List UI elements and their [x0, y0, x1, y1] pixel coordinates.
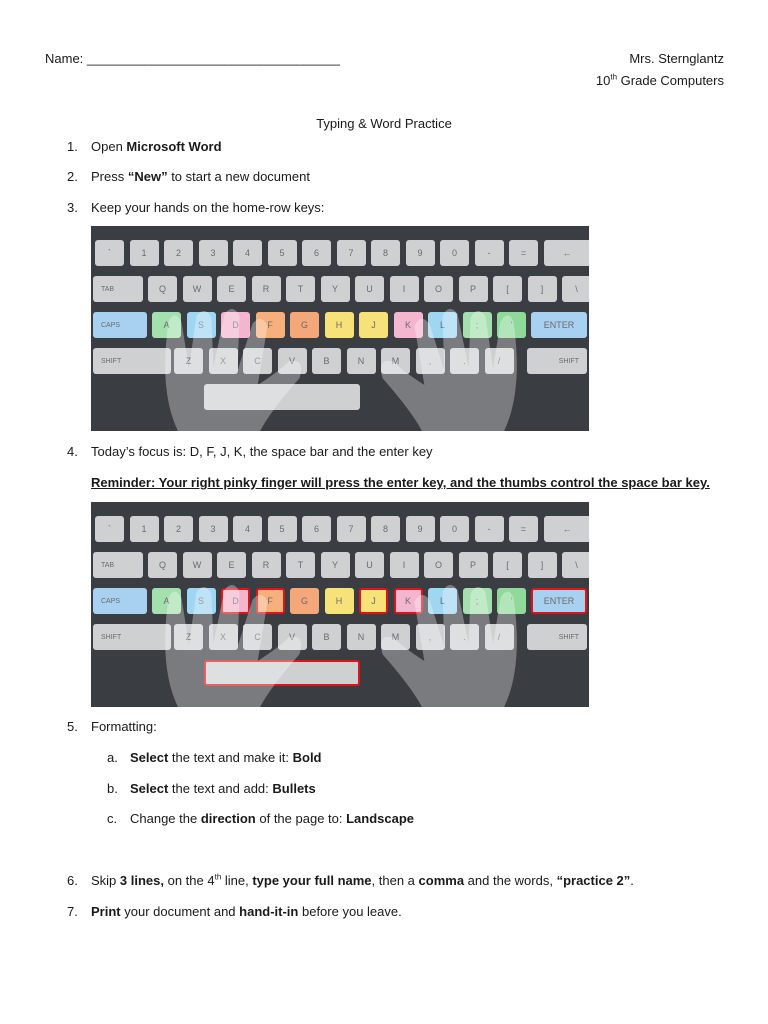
- step-2-a: Press: [91, 169, 128, 184]
- key-2-1: A: [152, 312, 181, 338]
- key-0-12: =: [509, 516, 538, 542]
- key-0-9: 9: [406, 240, 435, 266]
- grade-superscript: th: [610, 72, 618, 82]
- key-1-3: E: [217, 276, 246, 302]
- key-1-10: P: [459, 276, 488, 302]
- key-2-0: CAPS: [93, 588, 147, 614]
- key-3-5: B: [312, 348, 341, 374]
- key-1-9: O: [424, 276, 453, 302]
- step-6-c: on the 4: [163, 873, 215, 888]
- step-3-number: 3.: [67, 200, 78, 215]
- key-2-11: ': [497, 312, 526, 338]
- keyboard-image-home-row: [91, 226, 589, 431]
- format-a-2: the text and make it:: [168, 750, 293, 765]
- keyboard-image-focus-keys: [91, 502, 589, 707]
- key-0-1: 1: [130, 240, 159, 266]
- step-2-b: “New”: [127, 169, 168, 184]
- grade-number: 10: [595, 73, 611, 88]
- key-1-8: I: [390, 276, 419, 302]
- name-line[interactable]: Name: ___________________________________: [45, 51, 340, 66]
- key-3-8: ,: [416, 348, 445, 374]
- format-c-3: of the page to:: [255, 811, 347, 826]
- key-3-4: V: [278, 348, 307, 374]
- key-2-10: ;: [463, 312, 492, 338]
- step-6-f: , then a: [371, 873, 419, 888]
- key-3-2: X: [209, 624, 238, 650]
- format-a-1: Select: [130, 750, 169, 765]
- key-1-11: [: [493, 552, 522, 578]
- key-1-9: O: [424, 552, 453, 578]
- step-4-number: 4.: [67, 444, 78, 459]
- key-2-8: K: [394, 312, 423, 338]
- key-3-6: N: [347, 624, 376, 650]
- step-1-number: 1.: [67, 139, 78, 154]
- key-0-10: 0: [440, 240, 469, 266]
- key-0-6: 6: [302, 516, 331, 542]
- key-1-3: E: [217, 552, 246, 578]
- key-1-0: TAB: [93, 276, 143, 302]
- step-4-text: Today’s focus is: D, F, J, K, the space bar and the enter key: [91, 444, 433, 459]
- key-0-4: 4: [233, 240, 262, 266]
- key-1-5: T: [286, 276, 315, 302]
- key-0-11: -: [475, 516, 504, 542]
- key-1-2: W: [183, 552, 212, 578]
- step-6-e: type your full name: [252, 873, 372, 888]
- key-2-12: ENTER: [531, 312, 587, 338]
- key-3-0: SHIFT: [93, 348, 171, 374]
- key-2-2: S: [187, 588, 216, 614]
- key-3-7: M: [381, 348, 410, 374]
- key-2-3: D: [221, 588, 250, 614]
- format-c-4: Landscape: [346, 811, 415, 826]
- key-2-8: K: [394, 588, 423, 614]
- key-0-7: 7: [337, 516, 366, 542]
- space-bar: [204, 384, 360, 410]
- key-1-6: Y: [321, 552, 350, 578]
- key-0-0: `: [95, 516, 124, 542]
- teacher-name: Mrs. Sternglantz: [629, 51, 724, 66]
- format-b-1: Select: [130, 781, 169, 796]
- key-2-5: G: [290, 588, 319, 614]
- key-1-2: W: [183, 276, 212, 302]
- step-6-a: Skip: [91, 873, 120, 888]
- step-2-number: 2.: [67, 169, 78, 184]
- step-5-number: 5.: [67, 719, 78, 734]
- key-2-3: D: [221, 312, 250, 338]
- step-7-text: [91, 904, 402, 920]
- key-1-1: Q: [148, 276, 177, 302]
- key-1-5: T: [286, 552, 315, 578]
- key-3-2: X: [209, 348, 238, 374]
- key-1-7: U: [355, 552, 384, 578]
- key-2-7: J: [359, 312, 388, 338]
- key-3-0: SHIFT: [93, 624, 171, 650]
- step-7-number: 7.: [67, 904, 78, 919]
- key-0-1: 1: [130, 516, 159, 542]
- format-c-2: direction: [200, 811, 256, 826]
- key-2-5: G: [290, 312, 319, 338]
- format-a-3: Bold: [292, 750, 322, 765]
- key-1-4: R: [252, 276, 281, 302]
- step-6-h: and the words,: [464, 873, 557, 888]
- key-3-6: N: [347, 348, 376, 374]
- key-0-9: 9: [406, 516, 435, 542]
- key-1-0: TAB: [93, 552, 143, 578]
- key-2-7: J: [359, 588, 388, 614]
- key-3-10: /: [485, 624, 514, 650]
- key-3-9: .: [450, 624, 479, 650]
- key-0-8: 8: [371, 516, 400, 542]
- key-3-1: Z: [174, 624, 203, 650]
- key-3-8: ,: [416, 624, 445, 650]
- key-3-9: .: [450, 348, 479, 374]
- step-7-b: your document and: [120, 904, 240, 919]
- class-name: [596, 73, 724, 89]
- step-2-c: to start a new document: [167, 169, 310, 184]
- key-0-10: 0: [440, 516, 469, 542]
- step-6-sup: th: [214, 872, 222, 882]
- key-1-13: \: [562, 552, 589, 578]
- grade-rest: Grade Computers: [617, 73, 724, 88]
- key-1-12: ]: [528, 276, 557, 302]
- step-7-a: Print: [91, 904, 121, 919]
- key-2-12: ENTER: [531, 588, 587, 614]
- key-0-3: 3: [199, 240, 228, 266]
- key-2-10: ;: [463, 588, 492, 614]
- step-6-text: [91, 873, 634, 889]
- format-c-text: [130, 811, 414, 827]
- key-1-4: R: [252, 552, 281, 578]
- key-0-4: 4: [233, 516, 262, 542]
- key-0-11: -: [475, 240, 504, 266]
- format-c-1: Change the: [130, 811, 201, 826]
- step-3-text: Keep your hands on the home-row keys:: [91, 200, 325, 215]
- key-2-2: S: [187, 312, 216, 338]
- format-b-3: Bullets: [272, 781, 316, 796]
- step-7-c: hand-it-in: [239, 904, 299, 919]
- step-1-a: Open: [91, 139, 127, 154]
- key-2-4: F: [256, 312, 285, 338]
- format-a-letter: a.: [107, 750, 118, 765]
- key-2-0: CAPS: [93, 312, 147, 338]
- step-6-d: line,: [221, 873, 253, 888]
- step-6-number: 6.: [67, 873, 78, 888]
- step-6-j: .: [630, 873, 634, 888]
- key-1-10: P: [459, 552, 488, 578]
- key-3-11: SHIFT: [527, 348, 587, 374]
- key-3-10: /: [485, 348, 514, 374]
- step-7-d: before you leave.: [298, 904, 402, 919]
- key-1-1: Q: [148, 552, 177, 578]
- key-0-2: 2: [164, 240, 193, 266]
- step-6-b: 3 lines,: [119, 873, 164, 888]
- space-bar: [204, 660, 360, 686]
- key-2-1: A: [152, 588, 181, 614]
- key-3-11: SHIFT: [527, 624, 587, 650]
- key-0-2: 2: [164, 516, 193, 542]
- key-0-5: 5: [268, 516, 297, 542]
- key-1-11: [: [493, 276, 522, 302]
- key-2-9: L: [428, 312, 457, 338]
- key-3-3: C: [243, 624, 272, 650]
- key-3-4: V: [278, 624, 307, 650]
- format-a-text: [130, 750, 322, 766]
- step-1-text: [91, 139, 222, 155]
- key-3-3: C: [243, 348, 272, 374]
- key-2-11: ': [497, 588, 526, 614]
- key-1-7: U: [355, 276, 384, 302]
- key-0-13: ←: [544, 240, 590, 266]
- key-0-3: 3: [199, 516, 228, 542]
- key-3-5: B: [312, 624, 341, 650]
- key-2-4: F: [256, 588, 285, 614]
- format-b-2: the text and add:: [168, 781, 273, 796]
- key-2-6: H: [325, 588, 354, 614]
- key-1-6: Y: [321, 276, 350, 302]
- step-5-text: Formatting:: [91, 719, 157, 734]
- key-0-7: 7: [337, 240, 366, 266]
- key-0-5: 5: [268, 240, 297, 266]
- key-0-12: =: [509, 240, 538, 266]
- key-1-12: ]: [528, 552, 557, 578]
- step-6-i: “practice 2”: [556, 873, 631, 888]
- key-3-7: M: [381, 624, 410, 650]
- key-1-8: I: [390, 552, 419, 578]
- key-0-8: 8: [371, 240, 400, 266]
- key-3-1: Z: [174, 348, 203, 374]
- page-title: Typing & Word Practice: [316, 116, 452, 131]
- key-0-13: ←: [544, 516, 590, 542]
- format-b-letter: b.: [107, 781, 118, 796]
- format-c-letter: c.: [107, 811, 118, 826]
- reminder-text: Reminder: Your right pinky finger will press the enter key, and the thumbs control the space bar key.: [91, 475, 710, 490]
- key-0-6: 6: [302, 240, 331, 266]
- key-0-0: `: [95, 240, 124, 266]
- step-1-b: Microsoft Word: [126, 139, 222, 154]
- step-6-g: comma: [418, 873, 465, 888]
- format-b-text: [130, 781, 316, 797]
- key-2-9: L: [428, 588, 457, 614]
- step-2-text: [91, 169, 310, 185]
- key-1-13: \: [562, 276, 589, 302]
- key-2-6: H: [325, 312, 354, 338]
